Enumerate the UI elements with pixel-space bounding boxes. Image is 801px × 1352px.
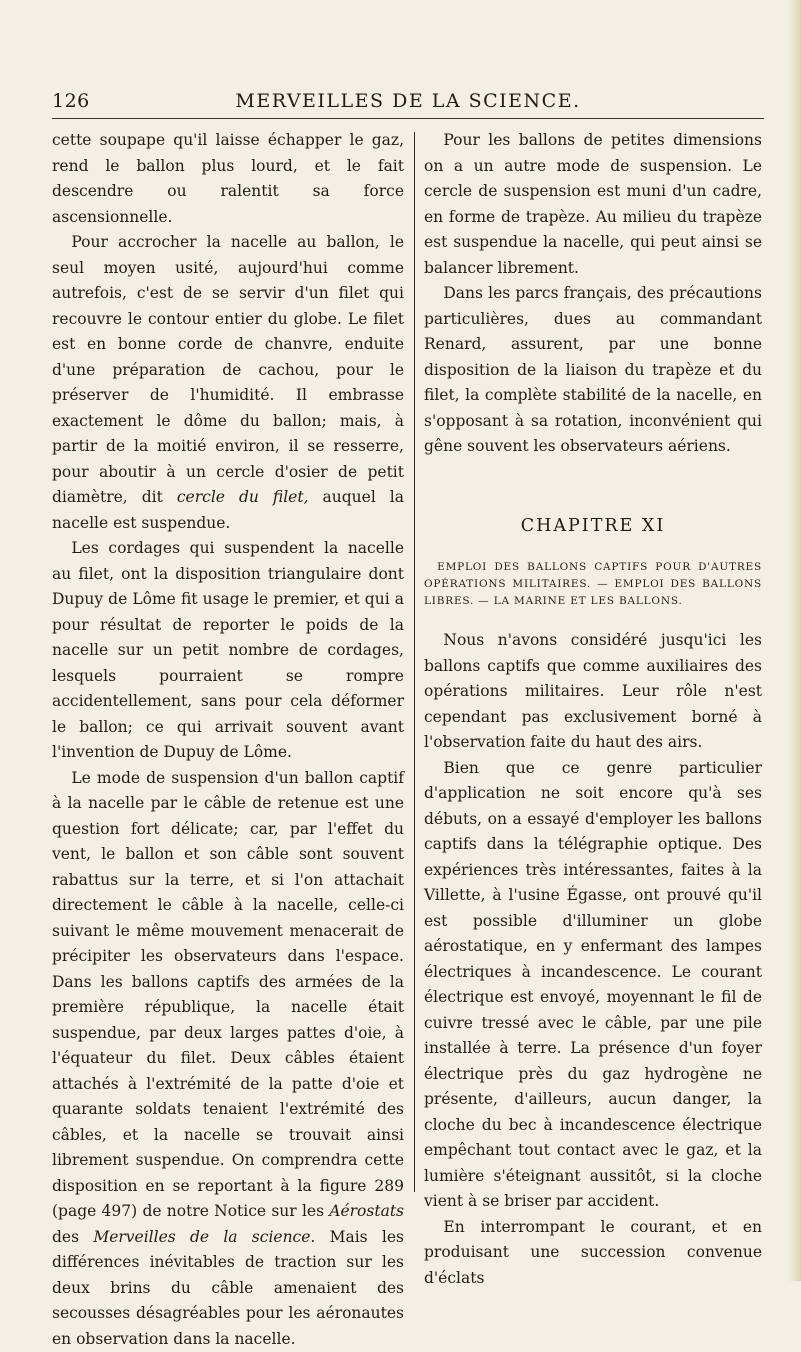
chapter-summary: EMPLOI DES BALLONS CAPTIFS POUR D'AUTRES OPÉRATIONS MILITAIRES. — EMPLOI DES BALLONS LIBRES. — LA MARINE ET LES BALLONS. xyxy=(424,559,762,610)
paragraph: Les cordages qui suspendent la nacelle au filet, ont la disposition triangulaire dont Dupuy de Lôme fit usage le premier, et qui a pour résultat de reporter le poids de la nacelle sur un petit nombre de cordages, lesquels pourraient se rompre accidentellement, sans pour cela déformer le ballon; ce qui arrivait souvent avant l'invention de Dupuy de Lôme. xyxy=(52,536,404,766)
running-title: MERVEILLES DE LA SCIENCE. xyxy=(52,90,764,112)
page-number: 126 xyxy=(52,90,90,112)
text-run: auquel la nacelle est suspendue. xyxy=(52,488,404,532)
paragraph: cette soupape qu'il laisse échapper le gaz, rend le ballon plus lourd, et le fait descendre ou ralentit sa force ascensionnelle. xyxy=(52,128,404,230)
italic-term: Aérostats xyxy=(329,1202,404,1220)
page-header xyxy=(52,86,764,116)
paragraph: En interrompant le courant, et en produisant une succession convenue d'éclats xyxy=(424,1215,762,1292)
paragraph: Bien que ce genre particulier d'application ne soit encore qu'à ses débuts, on a essayé d'employer les ballons captifs dans la télégraphie optique. Des expériences très intéressantes, faites à la Villette, à l'usine Égasse, ont prouvé qu'il est possible d'illuminer un globe aérostatique, en y enfermant des lampes électriques à incandescence. Le courant électrique est envoyé, moyennant le fil de cuivre tressé avec le câble, par une pile installée à terre. La présence d'un foyer électrique près du gaz hydrogène ne présente, d'ailleurs, aucun danger, la cloche du bec à incandescence électrique empêchant tout contact avec le gaz, et la lumière s'éteignant aussitôt, si la cloche vient à se briser par accident. xyxy=(424,756,762,1215)
paragraph xyxy=(52,766,404,1352)
text-run: Mais les différences inévitables de traction sur les deux brins du câble amenaient des secousses désagréables pour les aéronautes en observation dans la nacelle. xyxy=(52,1228,404,1348)
italic-term: Merveilles de la science. xyxy=(93,1228,315,1246)
header-rule xyxy=(52,118,764,119)
page-edge xyxy=(787,0,801,1281)
paragraph: Pour les ballons de petites dimensions on a un autre mode de suspension. Le cercle de suspension est muni d'un cadre, en forme de trapèze. Au milieu du trapèze est suspendue la nacelle, qui peut ainsi se balancer librement. xyxy=(424,128,762,281)
text-run: Le mode de suspension d'un ballon captif à la nacelle par le câble de retenue est une question fort délicate; car, par l'effet du vent, le ballon et son câble sont souvent rabattus sur la terre, et si l'on attachait directement le câble à la nacelle, celle-ci suivant le même mouvement menacerait de précipiter les observateurs dans l'espace. Dans les ballons captifs des armées de la première république, la nacelle était suspendue, par deux larges pattes d'oie, à l'équateur du filet. Deux câbles étaient attachés à l'extrémité de la patte d'oie et quarante soldats tenaient l'extrémité des câbles, et la nacelle se trouvait ainsi librement suspendue. On comprendra cette disposition en se reportant à la figure 289 (page 497) de notre Notice sur les xyxy=(52,769,404,1221)
right-column xyxy=(424,128,762,1291)
paragraph xyxy=(52,230,404,536)
column-divider xyxy=(414,132,415,1192)
chapter-title: CHAPITRE XI xyxy=(424,514,762,540)
paragraph: Dans les parcs français, des précautions particulières, dues au commandant Renard, assurent, par une bonne disposition de la liaison du trapèze et du filet, la complète stabilité de la nacelle, en s'opposant à sa rotation, inconvénient qui gêne souvent les observateurs aériens. xyxy=(424,281,762,460)
text-run: Pour accrocher la nacelle au ballon, le seul moyen usité, aujourd'hui comme autrefois, c'est de se servir d'un filet qui recouvre le contour entier du globe. Le filet est en bonne corde de chanvre, enduite d'une préparation de cachou, pour le préserver de l'humidité. Il embrasse exactement le dôme du ballon; mais, à partir de la moitié environ, il se resserre, pour aboutir à un cercle d'osier de petit diamètre, dit xyxy=(52,233,404,506)
left-column xyxy=(52,128,404,1352)
text-run: des xyxy=(52,1228,93,1246)
paragraph: Nous n'avons considéré jusqu'ici les ballons captifs que comme auxiliaires des opérations militaires. Leur rôle n'est cependant pas exclusivement borné à l'observation faite du haut des airs. xyxy=(424,628,762,756)
italic-term: cercle du filet, xyxy=(177,488,309,506)
